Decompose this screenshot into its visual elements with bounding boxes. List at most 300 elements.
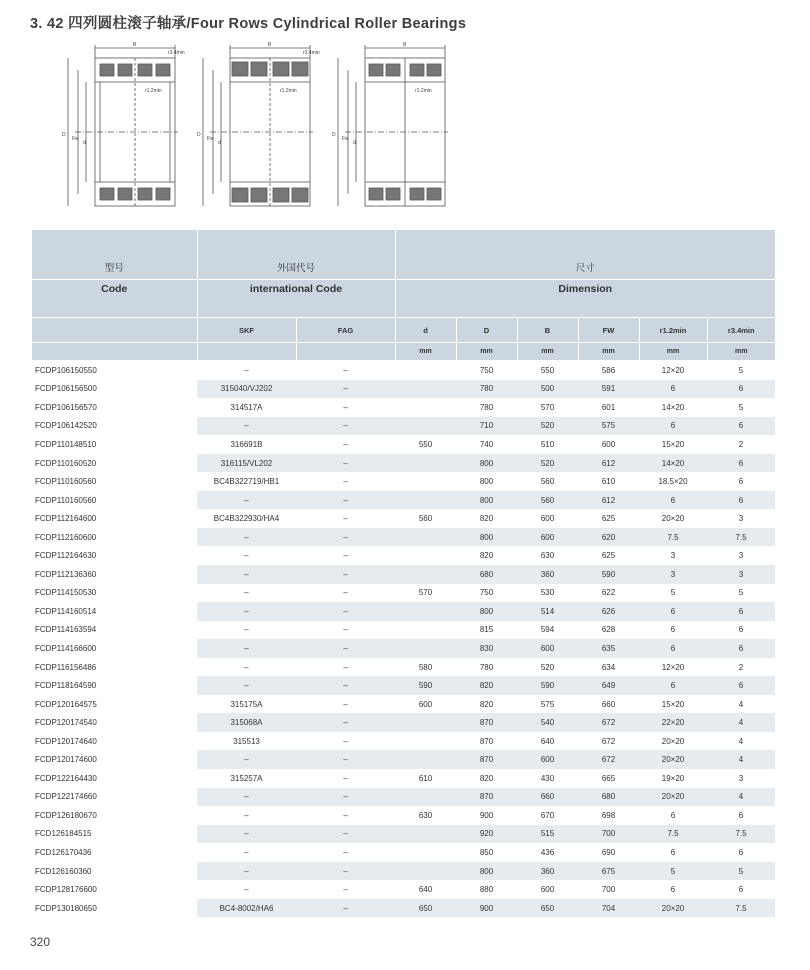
cell-skf: –: [197, 491, 296, 510]
cell-D: 680: [456, 565, 517, 584]
cell-fag: –: [343, 885, 348, 895]
cell-code: FCDP110160560: [35, 477, 97, 487]
cell-fw: 698: [601, 810, 616, 820]
cell-skf: –: [244, 365, 249, 375]
diagram-label-r1: r1.2min: [415, 88, 432, 94]
cell-D: 850: [479, 847, 494, 857]
bearing-diagrams: [50, 40, 450, 215]
cell-fag: –: [343, 773, 348, 783]
cell-skf: 314517A: [230, 402, 263, 412]
header-dim-cn: 尺寸: [395, 230, 775, 280]
diagram-label-fw: Fw: [207, 136, 214, 142]
cell-r34: 3: [738, 514, 744, 524]
cell-fag: –: [296, 750, 395, 769]
cell-code: FCDP112160600: [35, 532, 97, 542]
cell-D: 870: [456, 713, 517, 732]
cell-code: FCDP120164575: [35, 699, 97, 709]
cell-skf: 315068A: [197, 713, 296, 732]
page-number: 320: [30, 935, 51, 949]
page-title: 3. 42 四列圆柱滚子轴承/Four Rows Cylindrical Roller Bearings: [30, 16, 467, 32]
cell-D: 750: [479, 365, 494, 375]
unit-D: mm: [456, 343, 517, 361]
cell-fw: 700: [601, 885, 616, 895]
cell-fw: 660: [601, 699, 616, 709]
cell-D: 780: [456, 380, 517, 399]
cell-r34: 4: [738, 736, 744, 746]
cell-r34: 7.5: [707, 528, 775, 547]
cell-fag: –: [296, 380, 395, 399]
cell-r12: 12×20: [661, 365, 685, 375]
cell-code: FCDP122164430: [35, 773, 97, 783]
cell-skf: –: [244, 551, 249, 561]
cell-skf: 316115/VL202: [197, 454, 296, 473]
cell-code: FCDP130180650: [35, 903, 97, 913]
cell-D: 870: [456, 750, 517, 769]
cell-r12: 6: [639, 491, 707, 510]
cell-r34: 4: [738, 699, 744, 709]
unit-blank: [296, 343, 395, 361]
cell-d: [395, 417, 456, 436]
table-row: [32, 528, 775, 547]
diagram-label-b: B: [133, 42, 137, 48]
diagram-label-r1: r1.2min: [145, 88, 162, 94]
cell-r34: 2: [738, 662, 744, 672]
header-fag: FAG: [296, 318, 395, 343]
cell-B: 570: [540, 402, 555, 412]
cell-B: 600: [540, 885, 555, 895]
cell-r12: 5: [670, 588, 676, 598]
cell-fag: –: [343, 514, 348, 524]
table-row: [32, 380, 775, 399]
cell-r34: 5: [738, 588, 744, 598]
table-row: [32, 509, 775, 528]
cell-r12: 20×20: [639, 899, 707, 918]
cell-code: FCDP114160514: [35, 606, 97, 616]
cell-d: 610: [418, 773, 433, 783]
cell-r34: 5: [738, 402, 744, 412]
cell-code: FCDP114150530: [35, 588, 97, 598]
header-intl-en: international Code: [197, 280, 395, 318]
cell-D: 870: [479, 736, 494, 746]
cell-r34: 6: [707, 639, 775, 658]
cell-fag: –: [296, 491, 395, 510]
cell-fag: –: [343, 810, 348, 820]
cell-fag: –: [296, 825, 395, 844]
cell-r34: 7.5: [707, 899, 775, 918]
cell-code: FCDP112164630: [35, 551, 97, 561]
cell-fw: 590: [578, 565, 639, 584]
cell-skf: 315175A: [230, 699, 263, 709]
cell-d: [395, 788, 456, 807]
cell-d: [395, 862, 456, 881]
bearing-diagram-3: [320, 40, 450, 215]
cell-code: FCDP106156570: [35, 402, 97, 412]
table-row: [32, 769, 775, 788]
table-row: [32, 491, 775, 510]
cell-r34: 6: [707, 602, 775, 621]
cell-r34: 2: [738, 439, 744, 449]
cell-d: [395, 825, 456, 844]
cell-fw: 601: [601, 402, 616, 412]
cell-fag: –: [296, 417, 395, 436]
cell-code: FCDP114163594: [35, 625, 97, 635]
cell-fag: –: [343, 588, 348, 598]
cell-r34: 3: [738, 551, 744, 561]
table-row: [32, 880, 775, 899]
cell-B: 600: [540, 514, 555, 524]
cell-r34: 6: [707, 676, 775, 695]
cell-fag: –: [296, 602, 395, 621]
cell-r12: 5: [639, 862, 707, 881]
cell-skf: BC4B322930/HA4: [213, 514, 280, 524]
table-row: [32, 825, 775, 844]
cell-fag: –: [343, 477, 348, 487]
diagram-label-D: D: [197, 132, 201, 138]
cell-D: 740: [479, 439, 494, 449]
header-intl-cn: 外国代号: [197, 230, 395, 280]
cell-code: FCDP120174640: [35, 736, 97, 746]
table-row: [32, 862, 775, 881]
cell-skf: –: [244, 588, 249, 598]
cell-d: 580: [418, 662, 433, 672]
cell-d: [395, 639, 456, 658]
cell-B: 560: [540, 477, 555, 487]
cell-B: 436: [540, 847, 555, 857]
cell-D: 750: [479, 588, 494, 598]
table-row: [32, 639, 775, 658]
unit-r34: mm: [707, 343, 775, 361]
cell-r34: 4: [707, 750, 775, 769]
unit-B: mm: [517, 343, 578, 361]
cell-d: 650: [395, 899, 456, 918]
cell-skf: –: [197, 528, 296, 547]
cell-skf: 315513: [233, 736, 260, 746]
header-dim-en: Dimension: [395, 280, 775, 318]
cell-fw: 700: [578, 825, 639, 844]
diagram-label-D: D: [332, 132, 336, 138]
header-skf: SKF: [197, 318, 296, 343]
cell-skf: –: [197, 639, 296, 658]
cell-r34: 6: [707, 417, 775, 436]
cell-r12: 6: [639, 639, 707, 658]
cell-code: FCDP116156486: [35, 662, 97, 672]
cell-r34: 6: [707, 491, 775, 510]
cell-skf: –: [197, 565, 296, 584]
cell-r12: 6: [639, 602, 707, 621]
cell-r34: 4: [707, 713, 775, 732]
cell-r12: 15×20: [661, 699, 685, 709]
cell-fag: –: [343, 402, 348, 412]
cell-D: 800: [479, 477, 494, 487]
cell-skf: –: [244, 810, 249, 820]
cell-r34: 5: [738, 365, 744, 375]
cell-r12: 3: [639, 565, 707, 584]
cell-r12: 14×20: [639, 454, 707, 473]
cell-B: 600: [517, 528, 578, 547]
header-code-en: Code: [32, 280, 197, 318]
cell-code: FCDP128176600: [35, 885, 97, 895]
cell-D: 800: [456, 862, 517, 881]
cell-D: 920: [456, 825, 517, 844]
cell-skf: –: [197, 825, 296, 844]
unit-blank: [32, 343, 197, 361]
cell-B: 520: [517, 417, 578, 436]
cell-fag: –: [296, 639, 395, 658]
cell-fw: 704: [578, 899, 639, 918]
cell-B: 514: [517, 602, 578, 621]
cell-code: FCDP112164600: [35, 514, 97, 524]
table-row: [32, 899, 775, 918]
diagram-label-r1: r1.2min: [280, 88, 297, 94]
cell-d: [395, 398, 456, 417]
cell-skf: 316691B: [230, 439, 263, 449]
cell-fw: 610: [601, 477, 616, 487]
cell-B: 660: [517, 788, 578, 807]
cell-fag: –: [296, 713, 395, 732]
cell-D: 820: [479, 773, 494, 783]
diagram-label-r3: r3.4min: [168, 50, 185, 56]
cell-d: [395, 750, 456, 769]
cell-r12: 12×20: [661, 662, 685, 672]
cell-skf: –: [244, 885, 249, 895]
table-row: [32, 435, 775, 454]
cell-B: 430: [540, 773, 555, 783]
cell-B: 630: [540, 551, 555, 561]
table-row: [32, 695, 775, 714]
cell-d: [395, 546, 456, 565]
bearing-spec-table: [32, 230, 775, 917]
table-row: [32, 732, 775, 751]
table-row: [32, 398, 775, 417]
cell-fag: –: [343, 736, 348, 746]
cell-fw: 665: [601, 773, 616, 783]
cell-code: FCDP110160560: [35, 495, 97, 505]
cell-B: 600: [517, 750, 578, 769]
cell-skf: –: [197, 602, 296, 621]
table-row: [32, 621, 775, 640]
cell-r12: 7.5: [639, 528, 707, 547]
cell-fw: 600: [601, 439, 616, 449]
cell-fag: –: [343, 847, 348, 857]
cell-fag: –: [343, 699, 348, 709]
cell-fag: –: [296, 528, 395, 547]
diagram-label-d: d: [353, 140, 356, 146]
table-row: [32, 546, 775, 565]
cell-d: 570: [418, 588, 433, 598]
cell-D: 830: [456, 639, 517, 658]
diagram-label-d: d: [218, 140, 221, 146]
cell-r34: 6: [707, 380, 775, 399]
cell-B: 500: [517, 380, 578, 399]
table-row: [32, 417, 775, 436]
cell-code: FCDP106150550: [35, 365, 97, 375]
cell-D: 820: [479, 514, 494, 524]
cell-d: [395, 454, 456, 473]
cell-fag: –: [296, 565, 395, 584]
cell-fw: 672: [601, 736, 616, 746]
cell-d: [395, 380, 456, 399]
cell-B: 360: [517, 862, 578, 881]
cell-r34: 5: [707, 862, 775, 881]
cell-skf: –: [244, 847, 249, 857]
cell-fw: 649: [578, 676, 639, 695]
table-row: [32, 584, 775, 603]
cell-D: 800: [456, 454, 517, 473]
cell-B: 590: [517, 676, 578, 695]
cell-r34: 3: [707, 565, 775, 584]
cell-B: 560: [517, 491, 578, 510]
diagram-label-b: B: [268, 42, 272, 48]
diagram-label-fw: Fw: [72, 136, 79, 142]
cell-d: [395, 713, 456, 732]
cell-r34: 3: [738, 773, 744, 783]
cell-B: 670: [540, 810, 555, 820]
cell-code: FCDP110148510: [35, 439, 97, 449]
cell-B: 550: [540, 365, 555, 375]
cell-d: 640: [418, 885, 433, 895]
cell-r34: 6: [738, 885, 744, 895]
cell-D: 800: [456, 602, 517, 621]
cell-fw: 628: [601, 625, 616, 635]
cell-r12: 20×20: [661, 514, 685, 524]
cell-r12: 19×20: [661, 773, 685, 783]
cell-skf: –: [197, 750, 296, 769]
cell-r34: 6: [738, 810, 744, 820]
cell-d: 590: [395, 676, 456, 695]
cell-fw: 591: [578, 380, 639, 399]
cell-r12: 6: [670, 885, 676, 895]
cell-B: 510: [540, 439, 555, 449]
cell-r12: 3: [670, 551, 676, 561]
cell-B: 520: [517, 454, 578, 473]
cell-B: 575: [540, 699, 555, 709]
cell-code: FCDP126180670: [35, 810, 97, 820]
cell-fw: 672: [578, 713, 639, 732]
cell-r34: 4: [707, 788, 775, 807]
cell-r12: 6: [639, 380, 707, 399]
cell-r34: 6: [738, 847, 744, 857]
header-code-cn: 型号: [32, 230, 197, 280]
cell-fw: 690: [601, 847, 616, 857]
cell-fag: –: [343, 365, 348, 375]
cell-r12: 20×20: [661, 736, 685, 746]
diagram-label-fw: Fw: [342, 136, 349, 142]
cell-fag: –: [343, 439, 348, 449]
cell-code: FCDP118164590: [35, 681, 97, 691]
cell-fw: 575: [578, 417, 639, 436]
cell-r12: 22×20: [639, 713, 707, 732]
cell-d: [395, 602, 456, 621]
header-d: d: [395, 318, 456, 343]
cell-d: 630: [418, 810, 433, 820]
cell-code: FCDP106156500: [35, 384, 97, 394]
cell-fw: 626: [578, 602, 639, 621]
cell-d: [395, 565, 456, 584]
table-row: [32, 565, 775, 584]
cell-B: 600: [517, 639, 578, 658]
cell-d: [395, 361, 456, 380]
cell-code: FCDP110160520: [35, 458, 97, 468]
cell-B: 515: [517, 825, 578, 844]
cell-B: 650: [517, 899, 578, 918]
cell-d: 600: [418, 699, 433, 709]
cell-fw: 635: [578, 639, 639, 658]
cell-skf: BC4B322719/HB1: [213, 477, 280, 487]
cell-r12: 6: [670, 847, 676, 857]
table-row: [32, 713, 775, 732]
cell-d: 550: [418, 439, 433, 449]
table-row: [32, 788, 775, 807]
cell-r12: 14×20: [661, 402, 685, 412]
table-row: [32, 454, 775, 473]
cell-D: 820: [479, 551, 494, 561]
diagram-label-D: D: [62, 132, 66, 138]
unit-fw: mm: [578, 343, 639, 361]
cell-fw: 622: [601, 588, 616, 598]
cell-d: [395, 472, 456, 491]
table-row: [32, 472, 775, 491]
header-sub-blank: [32, 318, 197, 343]
cell-D: 880: [479, 885, 494, 895]
cell-fw: 625: [601, 514, 616, 524]
cell-D: 780: [479, 662, 494, 672]
cell-fw: 672: [578, 750, 639, 769]
bearing-diagram-2: [185, 40, 320, 215]
cell-D: 870: [456, 788, 517, 807]
cell-r34: 6: [707, 454, 775, 473]
cell-r12: 6: [670, 625, 676, 635]
cell-D: 800: [456, 528, 517, 547]
cell-r34: 6: [738, 625, 744, 635]
cell-skf: –: [244, 625, 249, 635]
cell-r12: 18.5×20: [658, 477, 688, 487]
cell-code: FCDP114166600: [35, 643, 97, 653]
cell-fag: –: [296, 788, 395, 807]
cell-B: 540: [517, 713, 578, 732]
cell-fw: 634: [601, 662, 616, 672]
cell-r12: 6: [670, 810, 676, 820]
cell-D: 710: [456, 417, 517, 436]
header-D: D: [456, 318, 517, 343]
cell-fag: –: [343, 662, 348, 672]
cell-B: 594: [540, 625, 555, 635]
cell-fw: 612: [578, 491, 639, 510]
cell-skf: BC4-8002/HA6: [197, 899, 296, 918]
cell-B: 640: [540, 736, 555, 746]
cell-fw: 612: [578, 454, 639, 473]
bearing-diagram-1: [50, 40, 185, 215]
cell-fag: –: [343, 551, 348, 561]
cell-D: 820: [479, 699, 494, 709]
cell-fag: –: [296, 862, 395, 881]
cell-code: FCD126160360: [35, 866, 92, 876]
table-body: [32, 361, 775, 918]
cell-fw: 620: [578, 528, 639, 547]
unit-d: mm: [395, 343, 456, 361]
diagram-label-r3: r3.4min: [303, 50, 320, 56]
cell-d: 560: [418, 514, 433, 524]
unit-blank: [197, 343, 296, 361]
cell-B: 530: [540, 588, 555, 598]
cell-r12: 20×20: [639, 788, 707, 807]
cell-code: FCD126170436: [35, 847, 92, 857]
cell-r12: 7.5: [639, 825, 707, 844]
cell-fw: 586: [601, 365, 616, 375]
cell-fw: 680: [578, 788, 639, 807]
cell-code: FCDP120174600: [35, 755, 97, 765]
cell-code: FCD126184515: [35, 829, 92, 839]
table-row: [32, 602, 775, 621]
